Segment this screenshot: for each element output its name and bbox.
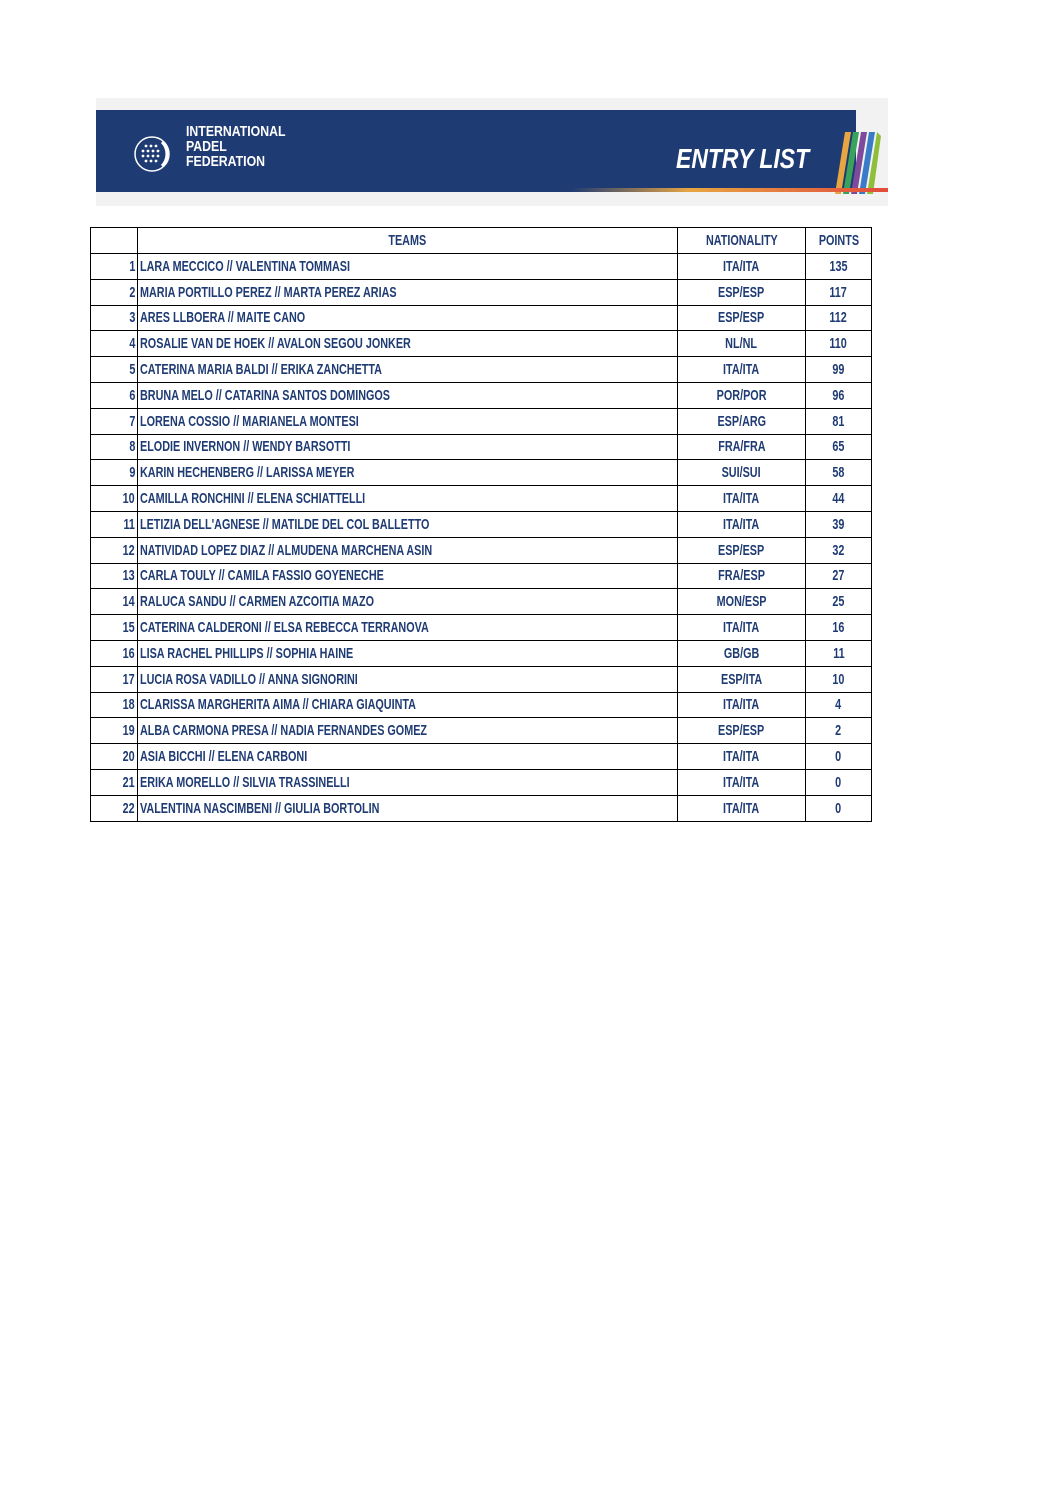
rank-cell bbox=[91, 408, 138, 434]
rank-cell bbox=[91, 434, 138, 460]
header-teams-label: TEAMS bbox=[388, 232, 427, 249]
nationality-cell bbox=[678, 615, 806, 641]
nationality-cell-text: GB/GB bbox=[723, 644, 760, 662]
points-cell bbox=[806, 718, 872, 744]
nationality-cell bbox=[678, 357, 806, 383]
nationality-cell-text: ITA/ITA bbox=[723, 257, 760, 275]
nationality-cell bbox=[678, 305, 806, 331]
team-cell-text: BRUNA MELO // CATARINA SANTOS DOMINGOS bbox=[140, 386, 391, 404]
points-cell-text: 10 bbox=[832, 670, 845, 688]
rank-cell-text: 4 bbox=[128, 335, 135, 353]
nationality-cell bbox=[678, 563, 806, 589]
rank-cell bbox=[91, 382, 138, 408]
table-row bbox=[91, 666, 872, 692]
nationality-cell bbox=[678, 408, 806, 434]
table-header-row bbox=[91, 228, 872, 254]
team-cell-text: CLARISSA MARGHERITA AIMA // CHIARA GIAQUINTA bbox=[140, 696, 416, 714]
team-cell-text: CATERINA CALDERONI // ELSA REBECCA TERRANOVA bbox=[140, 619, 429, 637]
rank-cell-text: 15 bbox=[122, 619, 135, 637]
table-row bbox=[91, 434, 872, 460]
points-cell-text: 0 bbox=[835, 773, 842, 791]
points-cell-text: 81 bbox=[832, 412, 845, 430]
rank-cell-text: 12 bbox=[122, 541, 135, 559]
rank-cell-text: 22 bbox=[122, 799, 135, 817]
table-row bbox=[91, 460, 872, 486]
nationality-cell bbox=[678, 589, 806, 615]
header-rank bbox=[91, 228, 138, 254]
points-cell bbox=[806, 769, 872, 795]
team-cell bbox=[138, 486, 678, 512]
org-line-3: FEDERATION bbox=[186, 153, 266, 170]
nationality-cell bbox=[678, 331, 806, 357]
table-row bbox=[91, 718, 872, 744]
nationality-cell bbox=[678, 795, 806, 821]
table-row bbox=[91, 511, 872, 537]
points-cell bbox=[806, 744, 872, 770]
table-row bbox=[91, 692, 872, 718]
nationality-cell-text: FRA/FRA bbox=[717, 438, 766, 456]
team-cell-text: ARES LLBOERA // MAITE CANO bbox=[140, 309, 306, 327]
document-title: ENTRY LIST bbox=[676, 143, 810, 174]
rank-cell-text: 11 bbox=[123, 515, 135, 533]
points-cell bbox=[806, 382, 872, 408]
team-cell bbox=[138, 305, 678, 331]
nationality-cell-text: ITA/ITA bbox=[723, 748, 760, 766]
rank-cell bbox=[91, 615, 138, 641]
team-cell-text: LARA MECCICO // VALENTINA TOMMASI bbox=[140, 257, 351, 275]
nationality-cell-text: SUI/SUI bbox=[721, 464, 762, 482]
points-cell-text: 117 bbox=[829, 283, 848, 301]
nationality-cell-text: ITA/ITA bbox=[723, 361, 760, 379]
rank-cell bbox=[91, 795, 138, 821]
nationality-cell-text: ESP/ARG bbox=[717, 412, 766, 430]
rank-cell-text: 1 bbox=[128, 257, 135, 275]
rank-cell-text: 3 bbox=[128, 309, 135, 327]
points-cell-text: 44 bbox=[832, 490, 845, 508]
points-cell-text: 96 bbox=[832, 386, 845, 404]
rank-cell bbox=[91, 640, 138, 666]
team-cell bbox=[138, 357, 678, 383]
header-banner bbox=[96, 98, 888, 206]
team-cell-text: VALENTINA NASCIMBENI // GIULIA BORTOLIN bbox=[140, 799, 380, 817]
nationality-cell bbox=[678, 460, 806, 486]
rank-cell-text: 10 bbox=[122, 490, 135, 508]
nationality-cell bbox=[678, 254, 806, 280]
team-cell bbox=[138, 434, 678, 460]
rank-cell bbox=[91, 589, 138, 615]
points-cell-text: 27 bbox=[832, 567, 845, 585]
nationality-cell bbox=[678, 769, 806, 795]
rank-cell-text: 7 bbox=[128, 412, 135, 430]
points-cell bbox=[806, 511, 872, 537]
nationality-cell-text: ITA/ITA bbox=[723, 619, 760, 637]
rank-cell-text: 9 bbox=[128, 464, 135, 482]
nationality-cell-text: POR/POR bbox=[716, 386, 767, 404]
rank-cell bbox=[91, 279, 138, 305]
team-cell bbox=[138, 279, 678, 305]
points-cell-text: 110 bbox=[829, 335, 848, 353]
nationality-cell bbox=[678, 382, 806, 408]
team-cell-text: CARLA TOULY // CAMILA FASSIO GOYENECHE bbox=[140, 567, 384, 585]
rank-cell bbox=[91, 769, 138, 795]
team-cell bbox=[138, 537, 678, 563]
nationality-cell-text: ESP/ESP bbox=[718, 309, 765, 327]
points-cell-text: 2 bbox=[835, 722, 842, 740]
header-bottom-band bbox=[96, 188, 888, 192]
table-row bbox=[91, 615, 872, 641]
table-row bbox=[91, 331, 872, 357]
points-cell-text: 16 bbox=[832, 619, 845, 637]
team-cell bbox=[138, 666, 678, 692]
nationality-cell bbox=[678, 640, 806, 666]
points-cell-text: 4 bbox=[835, 696, 842, 714]
rank-cell-text: 18 bbox=[122, 696, 135, 714]
points-cell bbox=[806, 254, 872, 280]
table-row bbox=[91, 408, 872, 434]
rank-cell-text: 16 bbox=[122, 644, 135, 662]
table-row bbox=[91, 486, 872, 512]
nationality-cell-text: ITA/ITA bbox=[723, 799, 760, 817]
federation-name bbox=[186, 124, 286, 169]
nationality-cell-text: ITA/ITA bbox=[723, 515, 760, 533]
rank-cell bbox=[91, 666, 138, 692]
team-cell bbox=[138, 460, 678, 486]
nationality-cell bbox=[678, 718, 806, 744]
points-cell bbox=[806, 331, 872, 357]
nationality-cell bbox=[678, 666, 806, 692]
points-cell-text: 32 bbox=[832, 541, 845, 559]
team-cell-text: RALUCA SANDU // CARMEN AZCOITIA MAZO bbox=[140, 593, 374, 611]
team-cell-text: LETIZIA DELL'AGNESE // MATILDE DEL COL BALLETTO bbox=[140, 515, 430, 533]
team-cell bbox=[138, 769, 678, 795]
rank-cell-text: 19 bbox=[122, 722, 135, 740]
rank-cell-text: 13 bbox=[122, 567, 135, 585]
rank-cell bbox=[91, 563, 138, 589]
points-cell bbox=[806, 279, 872, 305]
nationality-cell-text: ESP/ESP bbox=[718, 283, 765, 301]
rank-cell bbox=[91, 331, 138, 357]
nationality-cell bbox=[678, 692, 806, 718]
team-cell bbox=[138, 408, 678, 434]
points-cell bbox=[806, 563, 872, 589]
team-cell-text: ALBA CARMONA PRESA // NADIA FERNANDES GOMEZ bbox=[140, 722, 428, 740]
rank-cell bbox=[91, 692, 138, 718]
rank-cell bbox=[91, 744, 138, 770]
team-cell bbox=[138, 331, 678, 357]
team-cell bbox=[138, 563, 678, 589]
table-row bbox=[91, 537, 872, 563]
header-nationality bbox=[678, 228, 806, 254]
nationality-cell bbox=[678, 511, 806, 537]
nationality-cell-text: ESP/ITA bbox=[720, 670, 763, 688]
team-cell-text: LORENA COSSIO // MARIANELA MONTESI bbox=[140, 412, 359, 430]
table-row bbox=[91, 640, 872, 666]
nationality-cell-text: NL/NL bbox=[725, 335, 758, 353]
points-cell-text: 0 bbox=[835, 748, 842, 766]
rank-cell-text: 17 bbox=[122, 670, 135, 688]
header-nationality-label: NATIONALITY bbox=[705, 232, 778, 249]
team-cell-text: ASIA BICCHI // ELENA CARBONI bbox=[140, 748, 308, 766]
team-cell-text: NATIVIDAD LOPEZ DIAZ // ALMUDENA MARCHENA ASIN bbox=[140, 541, 433, 559]
team-cell bbox=[138, 511, 678, 537]
points-cell bbox=[806, 434, 872, 460]
points-cell bbox=[806, 692, 872, 718]
table-row bbox=[91, 795, 872, 821]
table-row bbox=[91, 305, 872, 331]
points-cell bbox=[806, 640, 872, 666]
nationality-cell-text: ESP/ESP bbox=[718, 722, 765, 740]
team-cell-text: ERIKA MORELLO // SILVIA TRASSINELLI bbox=[140, 773, 350, 791]
points-cell bbox=[806, 615, 872, 641]
rank-cell bbox=[91, 254, 138, 280]
team-cell bbox=[138, 744, 678, 770]
nationality-cell-text: ITA/ITA bbox=[723, 773, 760, 791]
header-points bbox=[806, 228, 872, 254]
nationality-cell-text: FRA/ESP bbox=[718, 567, 765, 585]
entry-list-table bbox=[90, 227, 872, 822]
points-cell bbox=[806, 408, 872, 434]
table-row bbox=[91, 744, 872, 770]
team-cell bbox=[138, 589, 678, 615]
nationality-cell bbox=[678, 486, 806, 512]
header-teams bbox=[138, 228, 678, 254]
table-row bbox=[91, 357, 872, 383]
team-cell bbox=[138, 718, 678, 744]
rank-cell bbox=[91, 718, 138, 744]
points-cell-text: 135 bbox=[829, 257, 848, 275]
team-cell bbox=[138, 382, 678, 408]
team-cell bbox=[138, 615, 678, 641]
points-cell-text: 99 bbox=[832, 361, 845, 379]
points-cell bbox=[806, 305, 872, 331]
team-cell bbox=[138, 640, 678, 666]
rank-cell bbox=[91, 357, 138, 383]
rank-cell-text: 21 bbox=[122, 773, 135, 791]
color-stripes-decoration bbox=[831, 132, 881, 194]
rank-cell bbox=[91, 486, 138, 512]
points-cell-text: 11 bbox=[832, 644, 845, 662]
nationality-cell bbox=[678, 744, 806, 770]
points-cell-text: 65 bbox=[832, 438, 845, 456]
header-navy-band bbox=[96, 110, 856, 188]
team-cell bbox=[138, 692, 678, 718]
nationality-cell bbox=[678, 434, 806, 460]
points-cell bbox=[806, 666, 872, 692]
team-cell-text: CATERINA MARIA BALDI // ERIKA ZANCHETTA bbox=[140, 361, 382, 379]
rank-cell bbox=[91, 537, 138, 563]
org-line-1: INTERNATIONAL bbox=[186, 123, 286, 140]
nationality-cell bbox=[678, 279, 806, 305]
nationality-cell-text: ITA/ITA bbox=[723, 696, 760, 714]
points-cell bbox=[806, 589, 872, 615]
team-cell bbox=[138, 795, 678, 821]
team-cell-text: LISA RACHEL PHILLIPS // SOPHIA HAINE bbox=[140, 644, 354, 662]
nationality-cell-text: ITA/ITA bbox=[723, 490, 760, 508]
org-line-2: PADEL bbox=[186, 138, 227, 155]
table-row bbox=[91, 382, 872, 408]
team-cell-text: ELODIE INVERNON // WENDY BARSOTTI bbox=[140, 438, 351, 456]
header-points-label: POINTS bbox=[818, 232, 859, 249]
points-cell bbox=[806, 357, 872, 383]
padel-ball-logo-icon bbox=[132, 134, 172, 174]
team-cell-text: KARIN HECHENBERG // LARISSA MEYER bbox=[140, 464, 355, 482]
team-cell bbox=[138, 254, 678, 280]
points-cell bbox=[806, 795, 872, 821]
rank-cell-text: 20 bbox=[122, 748, 135, 766]
points-cell-text: 112 bbox=[829, 309, 848, 327]
points-cell bbox=[806, 537, 872, 563]
team-cell-text: CAMILLA RONCHINI // ELENA SCHIATTELLI bbox=[140, 490, 366, 508]
team-cell-text: ROSALIE VAN DE HOEK // AVALON SEGOU JONKER bbox=[140, 335, 411, 353]
points-cell-text: 39 bbox=[832, 515, 845, 533]
rank-cell bbox=[91, 460, 138, 486]
points-cell-text: 25 bbox=[832, 593, 845, 611]
nationality-cell-text: ESP/ESP bbox=[718, 541, 765, 559]
table-row bbox=[91, 254, 872, 280]
points-cell-text: 58 bbox=[832, 464, 845, 482]
rank-cell-text: 8 bbox=[128, 438, 135, 456]
team-cell-text: MARIA PORTILLO PEREZ // MARTA PEREZ ARIAS bbox=[140, 283, 397, 301]
rank-cell-text: 6 bbox=[128, 386, 135, 404]
points-cell-text: 0 bbox=[835, 799, 842, 817]
nationality-cell bbox=[678, 537, 806, 563]
table-row bbox=[91, 769, 872, 795]
points-cell bbox=[806, 486, 872, 512]
nationality-cell-text: MON/ESP bbox=[716, 593, 767, 611]
rank-cell-text: 14 bbox=[122, 593, 135, 611]
rank-cell-text: 5 bbox=[128, 361, 135, 379]
table-row bbox=[91, 589, 872, 615]
points-cell bbox=[806, 460, 872, 486]
rank-cell-text: 2 bbox=[128, 283, 135, 301]
rank-cell bbox=[91, 305, 138, 331]
team-cell-text: LUCIA ROSA VADILLO // ANNA SIGNORINI bbox=[140, 670, 358, 688]
table-row bbox=[91, 563, 872, 589]
rank-cell bbox=[91, 511, 138, 537]
table-row bbox=[91, 279, 872, 305]
